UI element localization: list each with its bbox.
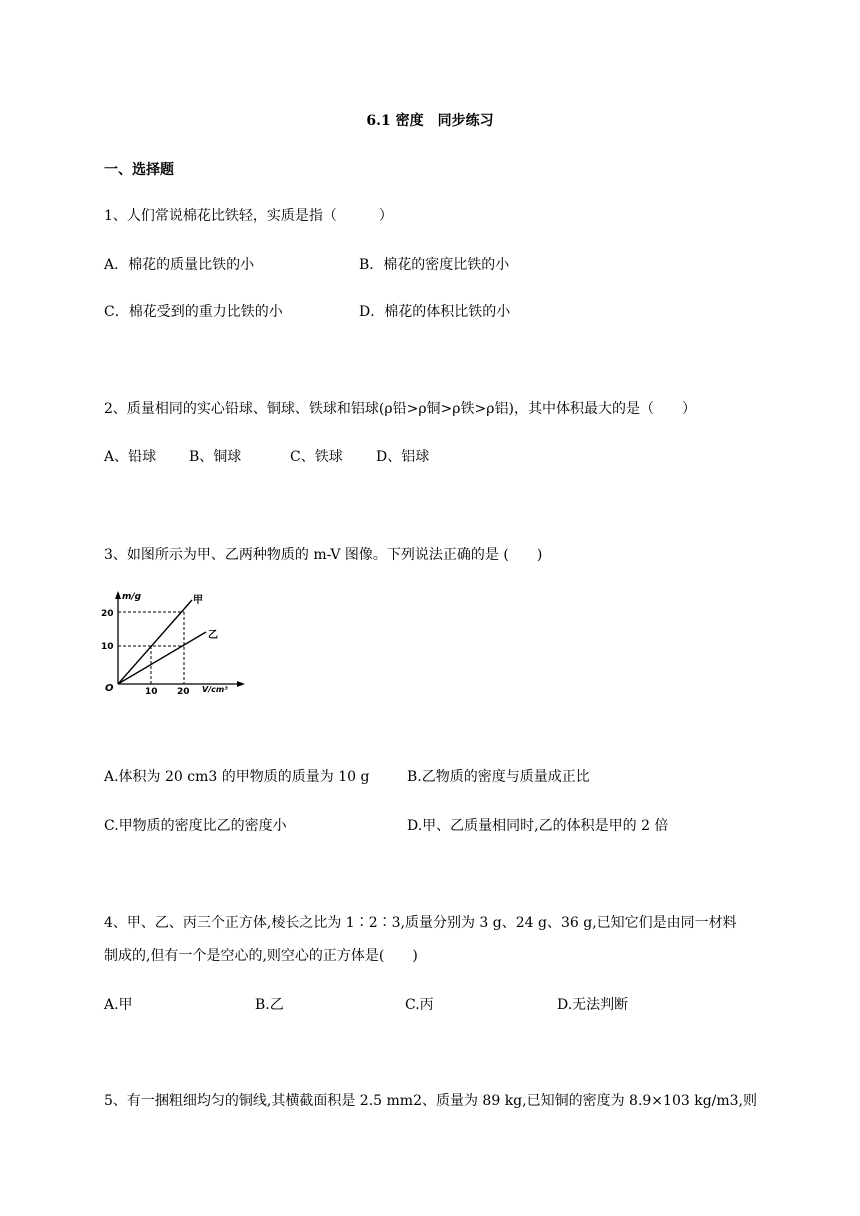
question-4-option-c: C.丙 (405, 997, 434, 1013)
line-jia (118, 600, 192, 684)
origin-label: O (105, 683, 114, 694)
question-2-option-d: D、铝球 (376, 449, 430, 465)
y-tick-20: 20 (101, 609, 114, 619)
question-2-option-b: B、铜球 (189, 449, 242, 465)
question-1-stem: 1、人们常说棉花比铁轻，实质是指（ ） (104, 208, 393, 224)
question-3-option-b: B.乙物质的密度与质量成正比 (407, 769, 590, 785)
m-v-graph (96, 588, 246, 698)
question-5-stem-line-1: 5、有一捆粗细均匀的铜线,其横截面积是 2.5 mm2、质量为 89 kg,已知铜的密度为 8.9×103 kg/m3,则 (104, 1093, 758, 1109)
question-1-option-c: C．棉花受到的重力比铁的小 (104, 304, 283, 320)
y-axis-arrow (115, 591, 121, 599)
y-axis-label: m/g (122, 592, 142, 602)
x-axis-label: V/cm³ (202, 685, 228, 694)
question-3-option-d: D.甲、乙质量相同时,乙的体积是甲的 2 倍 (407, 818, 669, 834)
question-4-stem-line-2: 制成的,但有一个是空心的,则空心的正方体是( ) (104, 948, 418, 964)
question-3-option-c: C.甲物质的密度比乙的密度小 (104, 818, 287, 834)
question-1-option-a: A．棉花的质量比铁的小 (104, 257, 255, 273)
x-tick-10: 10 (145, 687, 158, 697)
question-4-stem-line-1: 4、甲、乙、丙三个正方体,棱长之比为 1∶2∶3,质量分别为 3 g、24 g、36 g,已知它们是由同一材料 (104, 915, 737, 931)
question-3-option-a: A.体积为 20 cm3 的甲物质的质量为 10 g (104, 769, 370, 785)
question-4-option-b: B.乙 (255, 997, 284, 1013)
section-heading: 一、选择题 (104, 162, 174, 178)
line-label-yi: 乙 (208, 630, 218, 641)
question-3-stem: 3、如图所示为甲、乙两种物质的 m-V 图像。下列说法正确的是 ( ) (104, 547, 543, 563)
question-1-option-d: D．棉花的体积比铁的小 (359, 304, 511, 320)
question-2-option-c: C、铁球 (290, 449, 343, 465)
question-4-option-a: A.甲 (104, 997, 133, 1013)
question-2-option-a: A、铅球 (104, 449, 157, 465)
x-tick-20: 20 (177, 687, 190, 697)
question-2-stem: 2、质量相同的实心铅球、铜球、铁球和铝球(ρ铅>ρ铜>ρ铁>ρ铝)，其中体积最大的是（ ） (104, 401, 696, 417)
x-axis-arrow (237, 681, 245, 687)
page-title: 6.1 密度 同步练习 (366, 113, 494, 129)
question-1-option-b: B．棉花的密度比铁的小 (359, 257, 510, 273)
y-tick-10: 10 (101, 642, 114, 652)
line-label-jia: 甲 (193, 595, 203, 606)
line-yi (118, 632, 206, 684)
question-4-option-d: D.无法判断 (557, 997, 629, 1013)
